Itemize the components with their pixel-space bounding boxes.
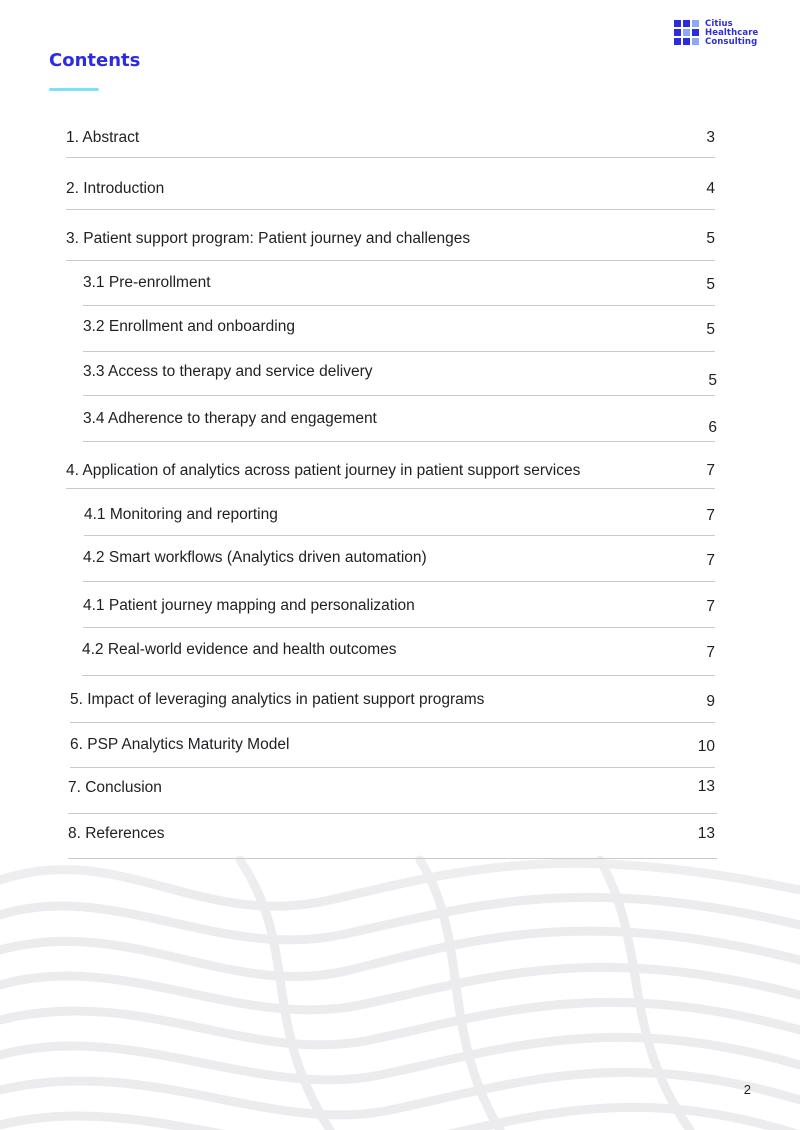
toc-divider: [66, 488, 715, 489]
toc-divider: [83, 351, 715, 352]
toc-entry-page: 10: [697, 738, 715, 755]
toc-entry-label[interactable]: 2. Introduction: [66, 180, 165, 197]
logo-line: Citius: [705, 19, 733, 29]
toc-entry-page: 9: [706, 693, 715, 710]
toc-entry-label[interactable]: 7. Conclusion: [68, 779, 162, 796]
toc-divider: [82, 675, 715, 676]
toc-entry-label[interactable]: 4. Application of analytics across patient journey in patient support services: [66, 462, 581, 479]
grid-squares-icon: [674, 20, 699, 45]
toc-entry-label[interactable]: 5. Impact of leveraging analytics in patient support programs: [70, 691, 485, 708]
toc-entry-page: 5: [706, 276, 715, 293]
toc-divider: [83, 627, 715, 628]
toc-entry-page: 7: [706, 552, 715, 569]
toc-divider: [70, 722, 715, 723]
toc-entry-label[interactable]: 3.3 Access to therapy and service delivery: [83, 363, 373, 380]
toc-entry-label[interactable]: 8. References: [68, 825, 165, 842]
toc-entry-page: 5: [708, 372, 717, 389]
company-logo: [674, 20, 758, 47]
logo-line: Healthcare: [705, 28, 759, 38]
title-underline: [49, 88, 99, 91]
page-title: Contents: [49, 50, 141, 71]
toc-entry-label[interactable]: 4.1 Patient journey mapping and personalization: [83, 597, 415, 614]
toc-entry-page: 7: [706, 644, 715, 661]
toc-divider: [83, 441, 715, 442]
toc-divider: [68, 813, 717, 814]
toc-entry-page: 5: [706, 230, 715, 247]
toc-entry-label[interactable]: 6. PSP Analytics Maturity Model: [70, 736, 290, 753]
logo-wordmark: [705, 20, 758, 47]
toc-entry-label[interactable]: 3.4 Adherence to therapy and engagement: [83, 410, 377, 427]
toc-divider: [66, 209, 715, 210]
toc-divider: [70, 767, 715, 768]
toc-entry-label[interactable]: 4.2 Smart workflows (Analytics driven automation): [83, 549, 427, 566]
toc-entry-page: 7: [706, 598, 715, 615]
toc-entry-page: 4: [706, 180, 715, 197]
toc-entry-page: 7: [706, 507, 715, 524]
toc-entry-page: 6: [708, 419, 717, 436]
logo-line: Consulting: [705, 37, 758, 47]
toc-entry-page: 3: [706, 129, 715, 146]
toc-entry-label[interactable]: 4.2 Real-world evidence and health outcomes: [82, 641, 397, 658]
toc-divider: [66, 260, 715, 261]
toc-divider: [68, 858, 717, 859]
toc-entry-label[interactable]: 1. Abstract: [66, 129, 140, 146]
toc-divider: [83, 305, 715, 306]
toc-entry-label[interactable]: 3.1 Pre-enrollment: [83, 274, 211, 291]
toc-entry-label[interactable]: 3. Patient support program: Patient journey and challenges: [66, 230, 471, 247]
page-number: 2: [743, 1082, 751, 1097]
toc-divider: [66, 157, 715, 158]
toc-entry-label[interactable]: 4.1 Monitoring and reporting: [84, 506, 278, 523]
toc-entry-page: 5: [706, 321, 715, 338]
toc-entry-page: 13: [697, 778, 715, 795]
toc-entry-label[interactable]: 3.2 Enrollment and onboarding: [83, 318, 295, 335]
toc-divider: [83, 395, 715, 396]
toc-divider: [83, 581, 715, 582]
toc-entry-page: 13: [697, 825, 715, 842]
toc-divider: [84, 535, 715, 536]
toc-entry-page: 7: [706, 462, 715, 479]
